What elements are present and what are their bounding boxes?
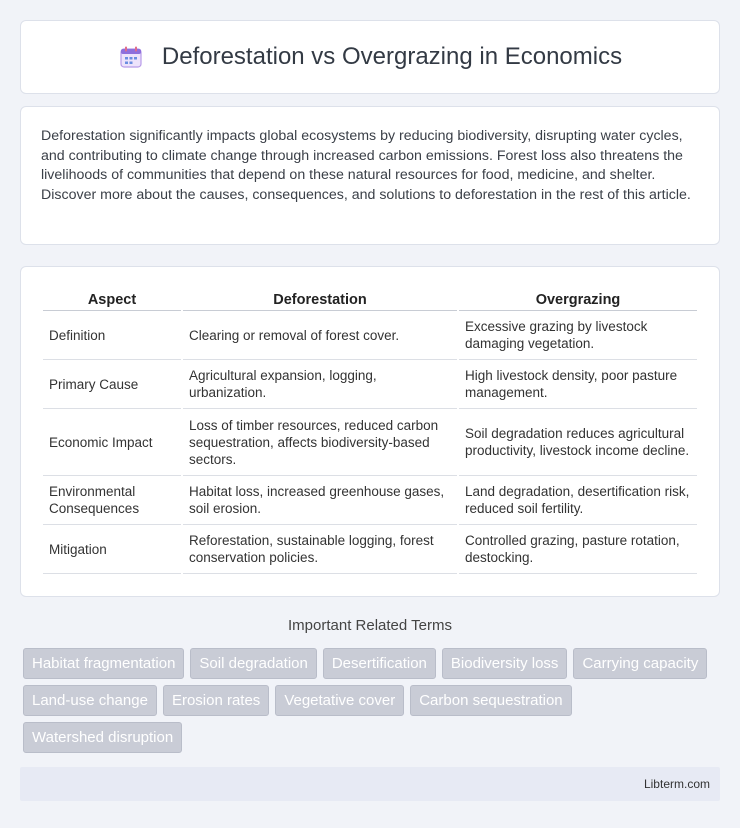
row-overgrazing: Land degradation, desertification risk, reduced soil fertility. [459, 476, 697, 525]
comparison-table [41, 289, 699, 574]
intro-card [20, 106, 720, 245]
header-aspect: Aspect [43, 289, 181, 311]
intro-paragraph: Deforestation significantly impacts global ecosystems by reducing biodiversity, disrupting water cycles, and contributing to climate change through increased carbon emissions. Forest loss also threatens the livelihoods of communities that depend on these natural resources for food, medicine, and shelter. Discover more about the causes, consequences, and solutions to deforestation in the rest of this article. [41, 128, 691, 203]
row-deforestation: Agricultural expansion, logging, urbanization. [183, 360, 457, 409]
table-row [43, 525, 697, 574]
header-overgrazing: Overgrazing [459, 289, 697, 311]
calendar-icon [118, 44, 144, 70]
tag-desertification[interactable]: Desertification [323, 648, 436, 679]
footer [20, 767, 720, 801]
row-aspect: Mitigation [43, 525, 181, 574]
related-terms-section [20, 617, 720, 753]
tag-carrying-capacity[interactable]: Carrying capacity [573, 648, 707, 679]
table-row [43, 476, 697, 525]
comparison-table-card [20, 266, 720, 597]
tag-biodiversity-loss[interactable]: Biodiversity loss [442, 648, 568, 679]
table-row [43, 360, 697, 409]
table-row [43, 409, 697, 476]
row-aspect: Definition [43, 311, 181, 360]
tag-carbon-sequestration[interactable]: Carbon sequestration [410, 685, 571, 716]
title-card [20, 20, 720, 94]
footer-brand[interactable]: Libterm.com [643, 777, 710, 791]
related-terms-tags [20, 648, 720, 753]
row-deforestation: Clearing or removal of forest cover. [183, 311, 457, 360]
row-aspect: Economic Impact [43, 409, 181, 476]
row-aspect: Environmental Consequences [43, 476, 181, 525]
row-deforestation: Loss of timber resources, reduced carbon sequestration, affects biodiversity-based sectors. [183, 409, 457, 476]
row-overgrazing: High livestock density, poor pasture management. [459, 360, 697, 409]
tag-watershed-disruption[interactable]: Watershed disruption [23, 722, 182, 753]
tag-erosion-rates[interactable]: Erosion rates [163, 685, 269, 716]
table-header-row [43, 289, 697, 311]
page-title: Deforestation vs Overgrazing in Economics [161, 43, 623, 70]
row-deforestation: Habitat loss, increased greenhouse gases, soil erosion. [183, 476, 457, 525]
row-overgrazing: Controlled grazing, pasture rotation, destocking. [459, 525, 697, 574]
tag-soil-degradation[interactable]: Soil degradation [190, 648, 316, 679]
tag-land-use-change[interactable]: Land-use change [23, 685, 157, 716]
row-overgrazing: Excessive grazing by livestock damaging vegetation. [459, 311, 697, 360]
tag-habitat-fragmentation[interactable]: Habitat fragmentation [23, 648, 184, 679]
related-terms-heading: Important Related Terms [288, 617, 452, 634]
tag-vegetative-cover[interactable]: Vegetative cover [275, 685, 404, 716]
row-overgrazing: Soil degradation reduces agricultural productivity, livestock income decline. [459, 409, 697, 476]
table-row [43, 311, 697, 360]
row-deforestation: Reforestation, sustainable logging, forest conservation policies. [183, 525, 457, 574]
header-deforestation: Deforestation [183, 289, 457, 311]
row-aspect: Primary Cause [43, 360, 181, 409]
